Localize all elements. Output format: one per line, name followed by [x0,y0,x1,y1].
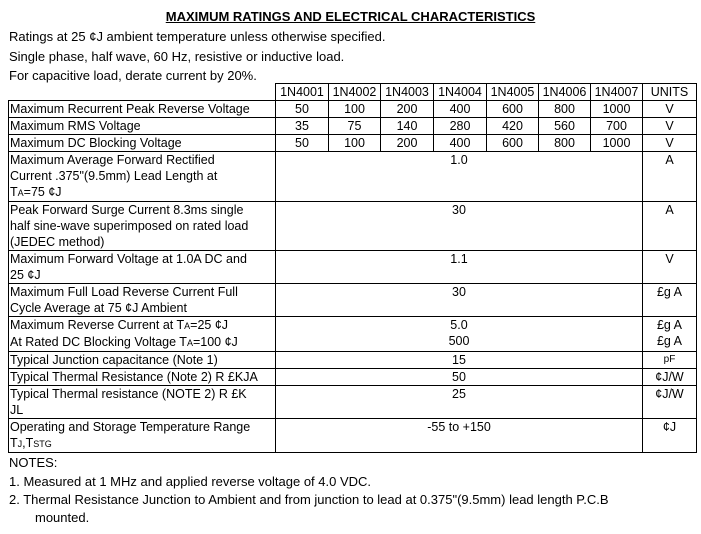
cell-value: 50 [276,135,329,152]
cell-value: 400 [434,135,487,152]
cell-value: 1.0 [276,152,643,202]
param-line: Current .375"(9.5mm) Lead Length at [10,169,218,183]
param-name: Maximum RMS Voltage [9,118,276,135]
cell-value: 280 [434,118,487,135]
col-header: 1N4005 [487,84,539,101]
table-row [9,284,697,317]
cell-value: 1.1 [276,251,643,284]
param-text: T [10,436,18,450]
cell-value: 400 [434,101,487,118]
note-1: 1. Measured at 1 MHz and applied reverse voltage of 4.0 VDC. [9,474,372,489]
param-text: At Rated DC Blocking Voltage T [10,335,187,349]
cell-value: 15 [276,352,643,369]
table-row [9,118,697,135]
cell-value: 30 [276,284,643,317]
intro-line-1: Ratings at 25 ¢J ambient temperature unless otherwise specified. [9,29,386,44]
header-blank [9,84,276,101]
cell-value: 600 [487,101,539,118]
table-row [9,317,697,352]
col-header-units: UNITS [643,84,697,101]
cell-value: 140 [381,118,434,135]
param-name [9,419,276,453]
param-line: Operating and Storage Temperature Range [10,420,251,434]
param-name [9,284,276,317]
table-row [9,135,697,152]
cell-unit: ¢J [643,419,697,453]
cell-unit: V [643,118,697,135]
intro-line-3: For capacitive load, derate current by 20%. [9,68,257,83]
cell-value: 1000 [591,101,643,118]
param-line: JL [10,403,24,417]
col-header: 1N4007 [591,84,643,101]
cell-value: 50 [276,369,643,386]
cell-value: 800 [539,101,591,118]
cell-unit: V [643,251,697,284]
param-name [9,251,276,284]
param-text: ,T [22,436,34,450]
param-name [9,152,276,202]
param-subscript: J [17,439,23,449]
cell-value: 25 [276,386,643,419]
cell-value: 420 [487,118,539,135]
col-header: 1N4004 [434,84,487,101]
cell-unit: V [643,101,697,118]
param-line [10,317,273,334]
param-line: Maximum Full Load Reverse Current Full [10,285,238,299]
cell-value: 560 [539,118,591,135]
table-row [9,386,697,419]
table-row [9,369,697,386]
cell-value: 75 [329,118,381,135]
param-name [9,202,276,251]
note-2: 2. Thermal Resistance Junction to Ambient and from junction to lead at 0.375"(9.5mm) lead length P.C.B [9,492,609,507]
table-row [9,101,697,118]
cell-value: 35 [276,118,329,135]
intro-line-2: Single phase, half wave, 60 Hz, resistive or inductive load. [9,49,345,64]
param-line: Maximum Forward Voltage at 1.0A DC and [10,252,247,266]
table-row [9,202,697,251]
param-line: 25 ¢J [10,268,41,282]
cell-value: 50 [276,101,329,118]
cell-value: 800 [539,135,591,152]
table-row [9,152,697,202]
value-line: 500 [448,334,470,348]
param-subscript: STG [33,439,52,449]
cell-unit: V [643,135,697,152]
cell-unit: ¢J/W [643,369,697,386]
param-subscript: A [186,338,193,348]
value-line: 5.0 [450,318,468,332]
param-line: Cycle Average at 75 ¢J Ambient [10,301,187,315]
cell-value: 30 [276,202,643,251]
col-header: 1N4001 [276,84,329,101]
cell-unit: pF [643,352,697,369]
cell-unit [643,317,697,352]
cell-unit: ¢J/W [643,386,697,419]
param-text: =100 ¢J [192,335,238,349]
param-subscript: A [184,321,191,331]
param-name [9,317,276,352]
param-name: Maximum Recurrent Peak Reverse Voltage [9,101,276,118]
col-header: 1N4002 [329,84,381,101]
ratings-table [8,83,697,453]
param-line: half sine-wave superimposed on rated load [10,219,249,233]
param-text: =75 ¢J [23,185,62,199]
param-name: Typical Thermal Resistance (Note 2) R £KJA [9,369,276,386]
param-text: T [10,185,18,199]
cell-value: 1000 [591,135,643,152]
cell-value: 100 [329,135,381,152]
cell-unit: A [643,152,697,202]
param-text: =25 ¢J [190,318,229,332]
cell-unit: £g A [643,284,697,317]
section-title: MAXIMUM RATINGS AND ELECTRICAL CHARACTERISTICS [165,9,536,24]
cell-value: -55 to +150 [276,419,643,453]
param-name [9,386,276,419]
param-text: Maximum Reverse Current at T [10,318,185,332]
notes-heading: NOTES: [9,455,58,470]
table-row [9,352,697,369]
param-line [10,184,273,201]
cell-value: 200 [381,135,434,152]
note-2-continued: mounted. [35,510,90,525]
cell-value: 600 [487,135,539,152]
col-header: 1N4003 [381,84,434,101]
table-row [9,251,697,284]
unit-line: £g A [656,318,683,332]
param-subscript: A [17,188,24,198]
param-name: Maximum DC Blocking Voltage [9,135,276,152]
header-row [9,84,697,101]
param-line [10,435,273,452]
param-line: Maximum Average Forward Rectified [10,153,215,167]
param-line: Typical Thermal resistance (NOTE 2) R £K [10,387,247,401]
cell-value: 200 [381,101,434,118]
cell-value [276,317,643,352]
param-line [10,334,273,351]
cell-value: 100 [329,101,381,118]
cell-unit: A [643,202,697,251]
unit-line: £g A [656,334,683,348]
col-header: 1N4006 [539,84,591,101]
table-row [9,419,697,453]
param-line: Peak Forward Surge Current 8.3ms single [10,203,244,217]
cell-value: 700 [591,118,643,135]
param-line: (JEDEC method) [10,235,105,249]
param-name: Typical Junction capacitance (Note 1) [9,352,276,369]
